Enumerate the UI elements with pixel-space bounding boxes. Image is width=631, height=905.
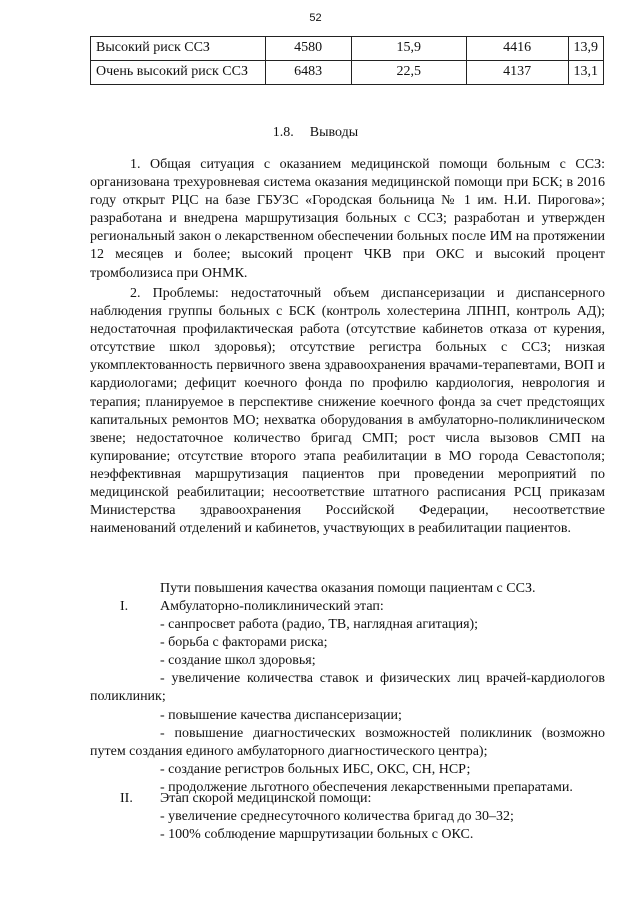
table-cell: 13,9: [568, 37, 604, 61]
paragraph-situation: 1. Общая ситуация с оказанием медицинской помощи больным с ССЗ: организована трехуровневая система оказания медицинской помощи при БСК; в 2016 году открыт РЦС на базе ГБУЗС «Городская больница № 1 им. Н.И. Пирогова»; разработана и внедрена маршрутизация больных с ССЗ; разработан и утвержден региональный закон о лекарственном обеспечении больных после ИМ на протяжении 12 месяцев и более; высокий процент ЧКВ при ОКС и высокий процент тромболизиса при ОНМК.: [90, 157, 605, 281]
paths-title: Пути повышения качества оказания помощи пациентам с ССЗ.: [160, 581, 536, 596]
stage-numeral: II.: [120, 791, 133, 806]
section-number: 1.8.: [272, 125, 294, 140]
list-item: - увеличение среднесуточного количества бригад до 30–32;: [160, 809, 514, 825]
table-row: [91, 37, 604, 61]
list-item: - создание школ здоровья;: [160, 653, 316, 669]
table-cell-label: Очень высокий риск ССЗ: [91, 61, 266, 85]
table-cell: 13,1: [568, 61, 604, 85]
list-item: - санпросвет работа (радио, ТВ, наглядная агитация);: [160, 617, 479, 633]
table-cell-label: Высокий риск ССЗ: [91, 37, 266, 61]
table-cell: 4137: [466, 61, 568, 85]
list-item: - 100% соблюдение маршрутизации больных с ОКС.: [160, 827, 474, 843]
list-item: - создание регистров больных ИБС, ОКС, СН, НСР;: [160, 761, 471, 777]
table-cell: 4580: [265, 37, 351, 61]
stage-title: Этап скорой медицинской помощи:: [160, 791, 372, 806]
table-row: [91, 61, 604, 85]
table-cell: 4416: [466, 37, 568, 61]
list-item: - борьба с факторами риска;: [160, 635, 328, 651]
risk-table: [90, 36, 604, 85]
section-title: Выводы: [309, 125, 359, 140]
stage-title: Амбулаторно-поликлинический этап:: [160, 599, 384, 614]
page-number: 52: [309, 12, 322, 24]
stage-item-list: [90, 808, 605, 844]
table-cell: 6483: [265, 61, 351, 85]
table-cell: 22,5: [351, 61, 466, 85]
section-heading: [0, 125, 631, 141]
list-item: - повышение качества диспансеризации;: [160, 707, 402, 723]
list-item: - повышение диагностических возможностей поликлиник (возможно путем создания единого амбулаторного диагностического центра);: [90, 725, 605, 759]
table-cell: 15,9: [351, 37, 466, 61]
stage-item-list: [90, 616, 605, 797]
list-item: - продолжение льготного обеспечения лекарственными препаратами.: [160, 779, 573, 795]
stage-numeral: I.: [120, 599, 129, 614]
paragraph-problems: 2. Проблемы: недостаточный объем диспансеризации и диспансерного наблюдения группы больных с БСК (контроль холестерина ЛПНП, контроль АД); недостаточная профилактическая работа (отсутствие кабинетов отказа от курения, отсутствие школ здоровья); отсутствие регистра больных с ССЗ; низкая укомплектованность первичного звена здравоохранения врачами-терапевтами, ВОП и кардиологами; дефицит коечного фонда по профилю кардиология, неврология и терапия; планируемое в перспективе снижение коечного фонда за счет предстоящих капитальных ремонтов МО; нехватка оборудования в амбулаторно-поликлиническом звене; недостаточное количество бригад СМП; рост числа вызовов СМП на купирование; отсутствие второго этапа реабилитации в МО города Севастополя; неэффективная маршрутизация пациентов при проведении мероприятий по медицинской реабилитации; несоответствие штатного расписания РСЦ приказам Министерства здравоохранения Российской Федерации, несоответствие наименований отделений и кабинетов, участвующих в реабилитации пациентов.: [90, 286, 605, 537]
list-item: - увеличение количества ставок и физических лиц врачей-кардиологов поликлиник;: [90, 671, 605, 705]
